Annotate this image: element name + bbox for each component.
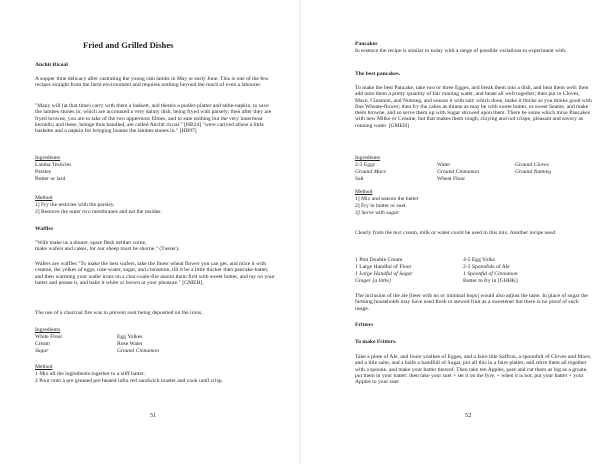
page-title: Fried and Grilled Dishes	[83, 40, 174, 50]
ingredient-item: Cream	[35, 341, 50, 347]
waffles-quote: "Wife make us a dinner, spare flesh neither corne, make wafers and cakes, for our sheep must be shorne." (Tusser).	[35, 240, 180, 253]
ingredient-item: Lamba Testicles	[35, 162, 72, 168]
recipe-item: Butter to fry in [GHHK]	[463, 278, 518, 284]
make-fritters-heading: To make Fritters.	[355, 339, 397, 345]
page-number: 51	[150, 412, 157, 419]
ale-paragraph: The inclusion of the ale [beer with no or minimal hops] would also adjust the taste. In place of sugar the farming households may have used fresh or stewed fruit as a sweetener but there is no proof of such usage.	[355, 293, 588, 312]
method-step: 2 Pour onto a pre greased pre heated infra red sandwich toaster and cook until crisp.	[35, 378, 223, 384]
recipe-item: 4-5 Egg Yolks	[463, 257, 495, 263]
recipe-item: 1 Large Handful of Flour	[355, 264, 412, 270]
recipe-item: Ginger [a little]	[355, 278, 392, 284]
ingredient-item: Ground Mace	[355, 169, 387, 175]
ingredient-item: Ground Cinnamon	[117, 348, 159, 354]
ingredient-item: Egg Yolkes	[117, 334, 143, 340]
ingredient-item: Ground Cloves	[515, 162, 549, 168]
charcoal-paragraph: The use of a charcoal fire was to prevent soot being deposited on the irons.	[35, 310, 203, 316]
best-pancakes-heading: The best pancakes.	[355, 71, 401, 77]
method-step: 2] Remove the outer two membranes and eat the insides.	[35, 209, 162, 215]
method-step: 2] Fry in butter or suet.	[355, 203, 407, 209]
ingredients-label: Ingredients	[35, 327, 61, 333]
ingredient-item: Sugar	[35, 348, 49, 354]
waffles-heading: Waffles	[35, 226, 54, 232]
page-number: 52	[465, 412, 472, 419]
pancakes-heading: Pancakes	[355, 41, 378, 47]
ingredient-item: Wheat Flour	[437, 176, 466, 182]
method-label: Method	[35, 364, 53, 370]
anchit-heading: Anchit Ricoal	[35, 62, 68, 68]
ingredient-item: 2-3 Eggs	[355, 162, 376, 168]
ingredient-item: Ground Nutmeg	[515, 169, 551, 175]
recipe-item: 1 Large Handful of Sugar	[355, 271, 413, 277]
method-step: 1] Mix and season the batter	[355, 196, 419, 202]
anchit-intro: A supper time delicacy after castrating the young ram lambs in May or early June. This is one of the few recipes straight from the farm environment and requires nothing beyond the reach of even a labourer.	[35, 76, 269, 89]
best-pancakes-text: To make the best Pancake, take two or three Egges, and break them into a dish, and beat them well: then add unto them a pretty quantity of fair running water, and beate all well together; then put in Cloves, Mace, Cinamon, and Nutmeg, and season it with salt: which done, make it thicke as you thinke good with fine Wheate-flower; then fry the cakes as thinne as may be with sweet butter, or sweet Seame, and make them browne, and so serve them up with Sugar strowed upon them. There be some which mixe Pancakes with new Milke or Creame, but that makes them rough, cloying and not crispe, pleasant and savory as running water. [GMEH]	[355, 85, 592, 129]
fritters-heading: Fritters	[355, 322, 374, 328]
method-label: Method	[35, 195, 53, 201]
page-right	[300, 0, 600, 464]
ingredient-item: Parsley	[35, 169, 52, 175]
recipe-item: 1 Spoonful of Cinnamon	[463, 271, 518, 277]
ingredient-item: Ground Cinnamon	[437, 169, 479, 175]
ingredients-label: Ingredients	[35, 155, 61, 161]
method-step: 1] Fry the testicles with the parsley.	[35, 202, 115, 208]
fritters-text: Take a pinte of Ale, and foure yoalkes of Egges, and a faire litle Saffron, a spoonfull of Cloves and Mace, and a litle salte, and a halfe a handfull of Sugar, put all this in a faire platter, and stirre them all together with a spoone, and make your batter thereof. Then take ten Apples, pare and cut them as big as a groate, put them in your batter: then take your suet + set it on the fyre, + when it is hot, put your batter + your Apples to your suet	[355, 354, 592, 386]
waffles-paragraph: Wafers are waffles "To make the best wafers, take the finest wheat flower you can get, and mixe it with creame, the yelkes of eggs, rose-water, sugar, and cinnamon, till it be a little thicker then pancake-batter, and then warming your wafer irons on a char-coale-fire anoint them first with sweet butter, and lay on your batter and presse it, and bake it white or brown at your pleasure." [GMEH].	[35, 261, 275, 286]
ingredient-item: Salt	[355, 176, 364, 182]
method-step: 1 Mix all the ingredients together to a stiff batter.	[35, 371, 145, 377]
recipe-item: 2-3 Spoonfuls of Ale	[463, 264, 510, 270]
ingredient-item: Butter or lard	[35, 176, 66, 182]
cream-paragraph: Clearly from the text cream, milk or water could be used in this mix. Another recipe used:	[355, 230, 557, 236]
ingredient-item: Water	[437, 162, 451, 168]
ingredients-label: Ingredients	[355, 155, 381, 161]
ingredient-item: Rose Water	[117, 341, 143, 347]
method-label: Method	[355, 189, 373, 195]
recipe-item: 1 Pint Double Cream	[355, 257, 403, 263]
ingredient-item: White Flour	[35, 334, 63, 340]
method-step: 3] Serve with sugar	[355, 210, 399, 216]
pancakes-intro: In essence the recipe is similar to today with a range of possible variations to experiment with.	[355, 48, 567, 54]
anchit-quote: "Many will (at that time) carry with them a baskett, and thereis a pudler-platter and table-napkin, to save the lambes stones in; which are accounted a very dainty dish, being fryed with parsely; then after they are fryed browne, you are to take of the two uppermost filmes, and to eate nothing but the very innermost kernells; and these, beinge thus handled, are called Anchit ricoal." [HB24] "were carryed allsoe a little baskette and a napkin for bringing hoame the lambes stones in." [HB97]	[35, 103, 272, 135]
